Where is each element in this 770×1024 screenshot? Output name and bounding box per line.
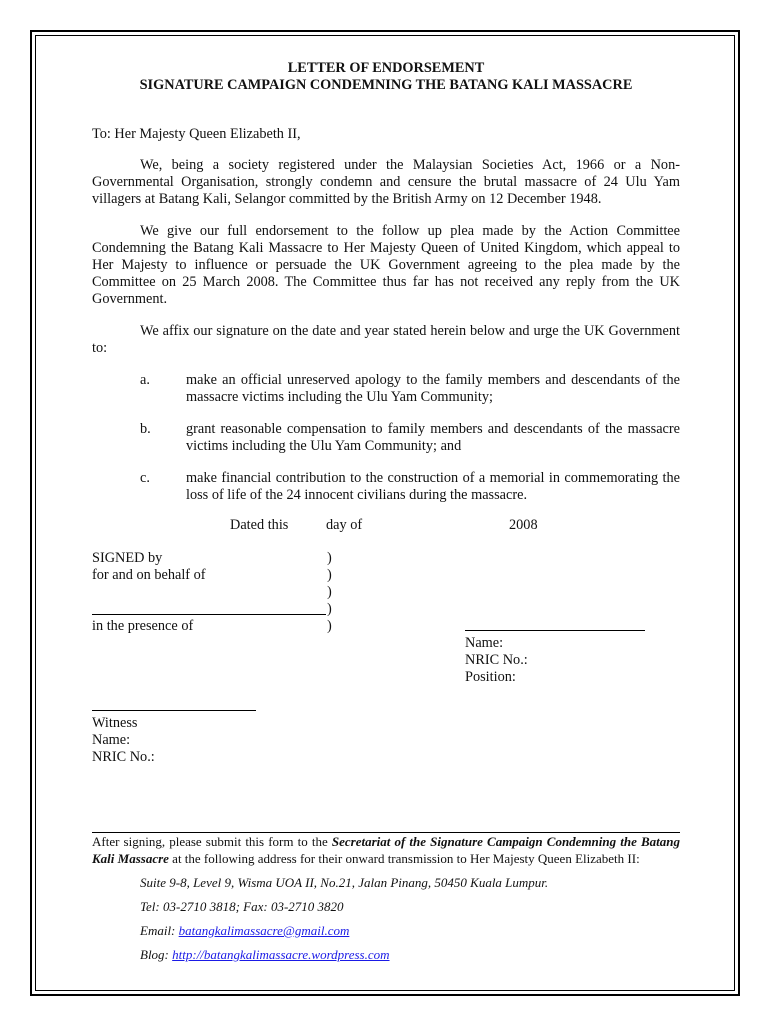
letter-body <box>92 60 680 765</box>
witness-label: Witness <box>92 715 138 731</box>
list-item <box>92 421 680 455</box>
secretariat-name: Secretariat of the Signature Campaign Condemning the Batang Kali Massacre <box>92 834 680 866</box>
signed-by-label: SIGNED by <box>92 550 163 566</box>
email-label: Email: <box>140 923 179 938</box>
note-text-start: After signing, please submit this form to the <box>92 834 332 849</box>
blog-link[interactable]: http://batangkalimassacre.wordpress.com <box>172 947 390 962</box>
witness-signature-line <box>92 710 256 711</box>
list-text: make financial contribution to the construction of a memorial in commemorating the loss of life of the 24 innocent civilians during the massacre. <box>186 470 680 503</box>
list-letter: c. <box>140 470 150 486</box>
list-text: make an official unreserved apology to the family members and descendants of the massacre victims including the Ulu Yam Community; <box>186 372 680 405</box>
blog-line <box>140 946 680 963</box>
dated-line <box>92 517 680 534</box>
title-line-1: LETTER OF ENDORSEMENT <box>287 60 485 76</box>
list-letter: b. <box>140 421 151 437</box>
paragraph-1: We, being a society registered under the Malaysian Societies Act, 1966 or a Non-Governmental Organisation, strongly condemn and censure the brutal massacre of 24 Ulu Yam villagers at Batang Kali, Selangor committed by the British Army on 12 December 1948. <box>92 157 680 207</box>
dated-this-label: Dated this <box>230 517 289 533</box>
bracket: ) <box>327 601 332 617</box>
email-link[interactable]: batangkalimassacre@gmail.com <box>178 923 350 938</box>
bracket: ) <box>327 618 332 634</box>
presence-label: in the presence of <box>92 618 194 634</box>
paragraph-2: We give our full endorsement to the follow up plea made by the Action Committee Condemning the Batang Kali Massacre to Her Majesty Queen of United Kingdom, which appeal to Her Majesty to influence or persuade the UK Government agreeing to the plea made by the Committee on 25 March 2008. The Committee thus far has not received any reply from the UK Government. <box>92 223 680 307</box>
day-of-label: day of <box>326 517 363 533</box>
demands-list <box>92 372 680 504</box>
list-item <box>92 470 680 504</box>
title-line-2: SIGNATURE CAMPAIGN CONDEMNING THE BATANG KALI MASSACRE <box>139 77 633 93</box>
contact-address <box>140 874 680 963</box>
paragraph-3: We affix our signature on the date and year stated herein below and urge the UK Government to: <box>92 323 680 356</box>
email-line <box>140 922 680 939</box>
list-letter: a. <box>140 372 150 388</box>
signature-block <box>92 550 680 765</box>
on-behalf-label: for and on behalf of <box>92 567 206 583</box>
signatory-signature-line <box>465 630 645 631</box>
note-text-end: at the following address for their onward transmission to Her Majesty Queen Elizabeth II: <box>168 851 640 866</box>
witness-nric-label: NRIC No.: <box>92 749 155 765</box>
submission-instructions <box>92 833 680 867</box>
salutation: To: Her Majesty Queen Elizabeth II, <box>92 126 301 142</box>
submission-note <box>92 833 680 963</box>
tel-fax-line: Tel: 03-2710 3818; Fax: 03-2710 3820 <box>140 899 344 914</box>
organisation-signature-line <box>92 614 326 615</box>
year-label: 2008 <box>509 517 538 533</box>
bracket: ) <box>327 584 332 600</box>
signatory-name-label: Name: <box>465 635 504 651</box>
list-item <box>92 372 680 406</box>
address-line: Suite 9-8, Level 9, Wisma UOA II, No.21, Jalan Pinang, 50450 Kuala Lumpur. <box>140 875 549 890</box>
bracket: ) <box>327 567 332 583</box>
witness-name-label: Name: <box>92 732 131 748</box>
list-text: grant reasonable compensation to family members and descendants of the massacre victims including the Ulu Yam Community; and <box>186 421 680 454</box>
signatory-position-label: Position: <box>465 669 516 685</box>
signatory-nric-label: NRIC No.: <box>465 652 528 668</box>
bracket: ) <box>327 550 332 566</box>
blog-label: Blog: <box>140 947 173 962</box>
